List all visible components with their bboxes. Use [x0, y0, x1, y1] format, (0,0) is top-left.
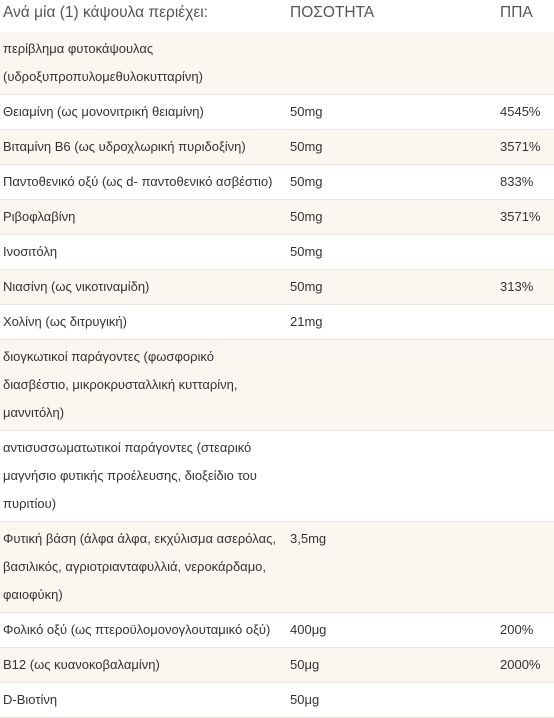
table-row	[0, 339, 554, 430]
ingredient-rda: 2000%	[497, 647, 554, 682]
table-row	[0, 31, 554, 94]
ingredient-name: Νιασίνη (ως νικοτιναμίδη)	[0, 269, 287, 304]
header-ingredient: Ανά μία (1) κάψουλα περιέχει:	[0, 0, 287, 31]
ingredient-quantity: 50mg	[287, 94, 497, 129]
ingredient-name: διογκωτικοί παράγοντες (φωσφορικό διασβέστιο, μικροκρυσταλλική κυτταρίνη, μαννιτόλη)	[0, 339, 287, 430]
ingredient-quantity	[287, 339, 497, 430]
ingredient-name: περίβλημα φυτοκάψουλας (υδροξυπροπυλομεθυλοκυτταρίνη)	[0, 31, 287, 94]
table-row	[0, 199, 554, 234]
ingredient-quantity: 3,5mg	[287, 521, 497, 612]
ingredient-rda: 3571%	[497, 129, 554, 164]
ingredient-rda	[497, 31, 554, 94]
header-rda: ΠΠΑ	[497, 0, 554, 31]
ingredient-rda	[497, 521, 554, 612]
table-row	[0, 521, 554, 612]
ingredient-quantity: 50mg	[287, 199, 497, 234]
ingredient-rda	[497, 339, 554, 430]
table-row	[0, 304, 554, 339]
table-row	[0, 682, 554, 717]
ingredient-quantity: 50μg	[287, 647, 497, 682]
ingredient-quantity: 50mg	[287, 129, 497, 164]
ingredient-name: αντισυσσωματωτικοί παράγοντες (στεαρικό μαγνήσιο φυτικής προέλευσης, διοξείδιο του πυριτίου)	[0, 430, 287, 521]
ingredient-rda	[497, 682, 554, 717]
ingredient-quantity: 50mg	[287, 269, 497, 304]
table-row	[0, 647, 554, 682]
ingredient-quantity	[287, 430, 497, 521]
table-row	[0, 430, 554, 521]
ingredient-name: Βιταμίνη Β6 (ως υδροχλωρική πυριδοξίνη)	[0, 129, 287, 164]
table-row	[0, 94, 554, 129]
ingredient-rda	[497, 304, 554, 339]
table-row	[0, 269, 554, 304]
ingredient-name: Β12 (ως κυανοκοβαλαμίνη)	[0, 647, 287, 682]
table-row	[0, 234, 554, 269]
table-row	[0, 164, 554, 199]
ingredient-quantity	[287, 31, 497, 94]
ingredient-rda	[497, 234, 554, 269]
ingredient-name: Ινοσιτόλη	[0, 234, 287, 269]
ingredient-rda: 833%	[497, 164, 554, 199]
ingredient-rda	[497, 430, 554, 521]
ingredient-rda: 3571%	[497, 199, 554, 234]
ingredient-quantity: 400μg	[287, 612, 497, 647]
table-header	[0, 0, 554, 31]
ingredient-name: Θειαμίνη (ως μονονιτρική θειαμίνη)	[0, 94, 287, 129]
ingredient-name: Φολικό οξύ (ως πτεροϋλομονογλουταμικό οξύ)	[0, 612, 287, 647]
ingredient-name: D-Βιοτίνη	[0, 682, 287, 717]
ingredient-quantity: 50mg	[287, 164, 497, 199]
ingredient-rda: 200%	[497, 612, 554, 647]
ingredient-name: Παντοθενικό οξύ (ως d- παντοθενικό ασβέστιο)	[0, 164, 287, 199]
ingredient-quantity: 50μg	[287, 682, 497, 717]
table-row	[0, 129, 554, 164]
ingredient-rda: 4545%	[497, 94, 554, 129]
table-body	[0, 31, 554, 717]
ingredient-rda: 313%	[497, 269, 554, 304]
ingredient-quantity: 21mg	[287, 304, 497, 339]
ingredient-name: Χολίνη (ως διτρυγική)	[0, 304, 287, 339]
header-quantity: ΠΟΣΟΤΗΤΑ	[287, 0, 497, 31]
table-row	[0, 612, 554, 647]
ingredient-name: Φυτική βάση (άλφα άλφα, εκχύλισμα ασερόλας, βασιλικός, αγριοτριανταφυλλιά, νεροκάρδαμο, φαιοφύκη)	[0, 521, 287, 612]
ingredient-quantity: 50mg	[287, 234, 497, 269]
ingredient-name: Ριβοφλαβίνη	[0, 199, 287, 234]
header-row	[0, 0, 554, 31]
